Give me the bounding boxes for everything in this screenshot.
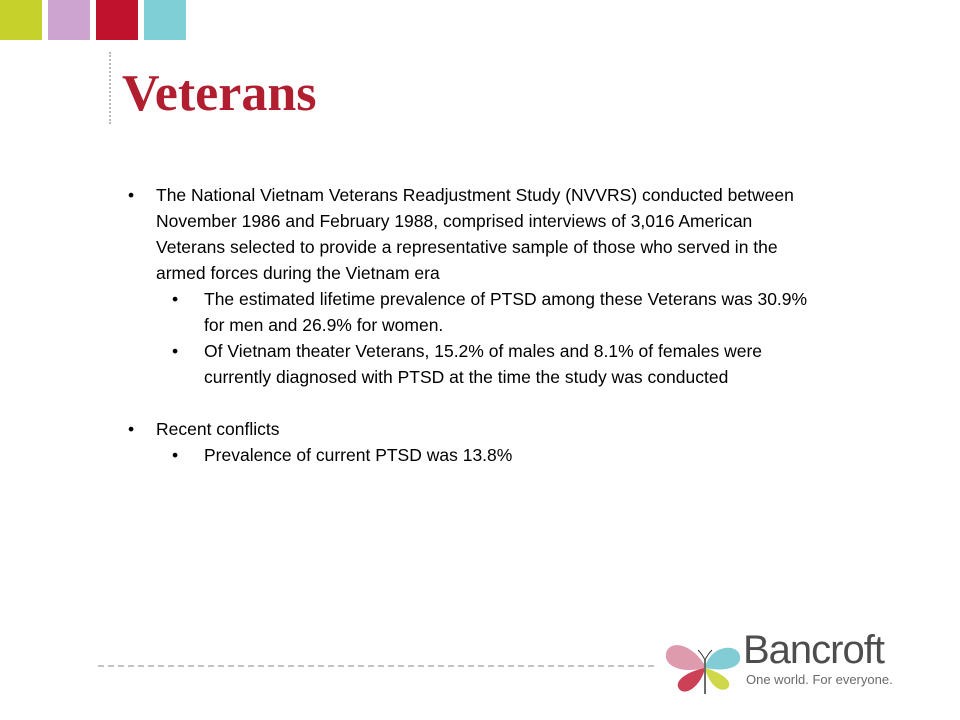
bancroft-logo: [656, 626, 896, 694]
accent-swatch-red: [96, 0, 138, 40]
logo-wordmark: Bancroft: [743, 628, 884, 672]
butterfly-icon: [660, 634, 744, 696]
bullet-dot: •: [172, 445, 179, 465]
bullet-dot: •: [128, 419, 135, 439]
accent-swatch-green: [0, 0, 42, 40]
bullet-text: Prevalence of current PTSD was 13.8%: [204, 445, 513, 465]
accent-swatch-lavender: [48, 0, 90, 40]
bullet-dot: •: [128, 185, 135, 205]
sub-bullet-current-ptsd: [128, 442, 808, 468]
bullet-text: Recent conflicts: [156, 419, 280, 439]
footer-divider: [98, 665, 654, 667]
slide-title: Veterans: [122, 65, 317, 122]
title-divider: [109, 52, 111, 124]
bullet-nvvrs: [128, 182, 808, 286]
sub-bullet-lifetime-prevalence: [128, 286, 808, 338]
bullet-dot: •: [172, 341, 179, 361]
bullet-recent-conflicts: [128, 416, 808, 442]
bullet-text: The National Vietnam Veterans Readjustment Study (NVVRS) conducted between November 1986 and February 1988, comprised interviews of 3,016 American Veterans selected to provide a representative sample of those who served in the armed forces during the Vietnam era: [156, 185, 794, 283]
slide-content: [128, 182, 808, 468]
bullet-text: Of Vietnam theater Veterans, 15.2% of males and 8.1% of females were currently diagnosed with PTSD at the time the study was conducted: [204, 341, 763, 387]
sub-bullet-current-diagnosis: [128, 338, 808, 390]
accent-swatch-teal: [144, 0, 186, 40]
bullet-text: The estimated lifetime prevalence of PTSD among these Veterans was 30.9% for men and 26.9% for women.: [204, 289, 808, 335]
logo-tagline: One world. For everyone.: [746, 672, 893, 687]
bullet-dot: •: [172, 289, 179, 309]
